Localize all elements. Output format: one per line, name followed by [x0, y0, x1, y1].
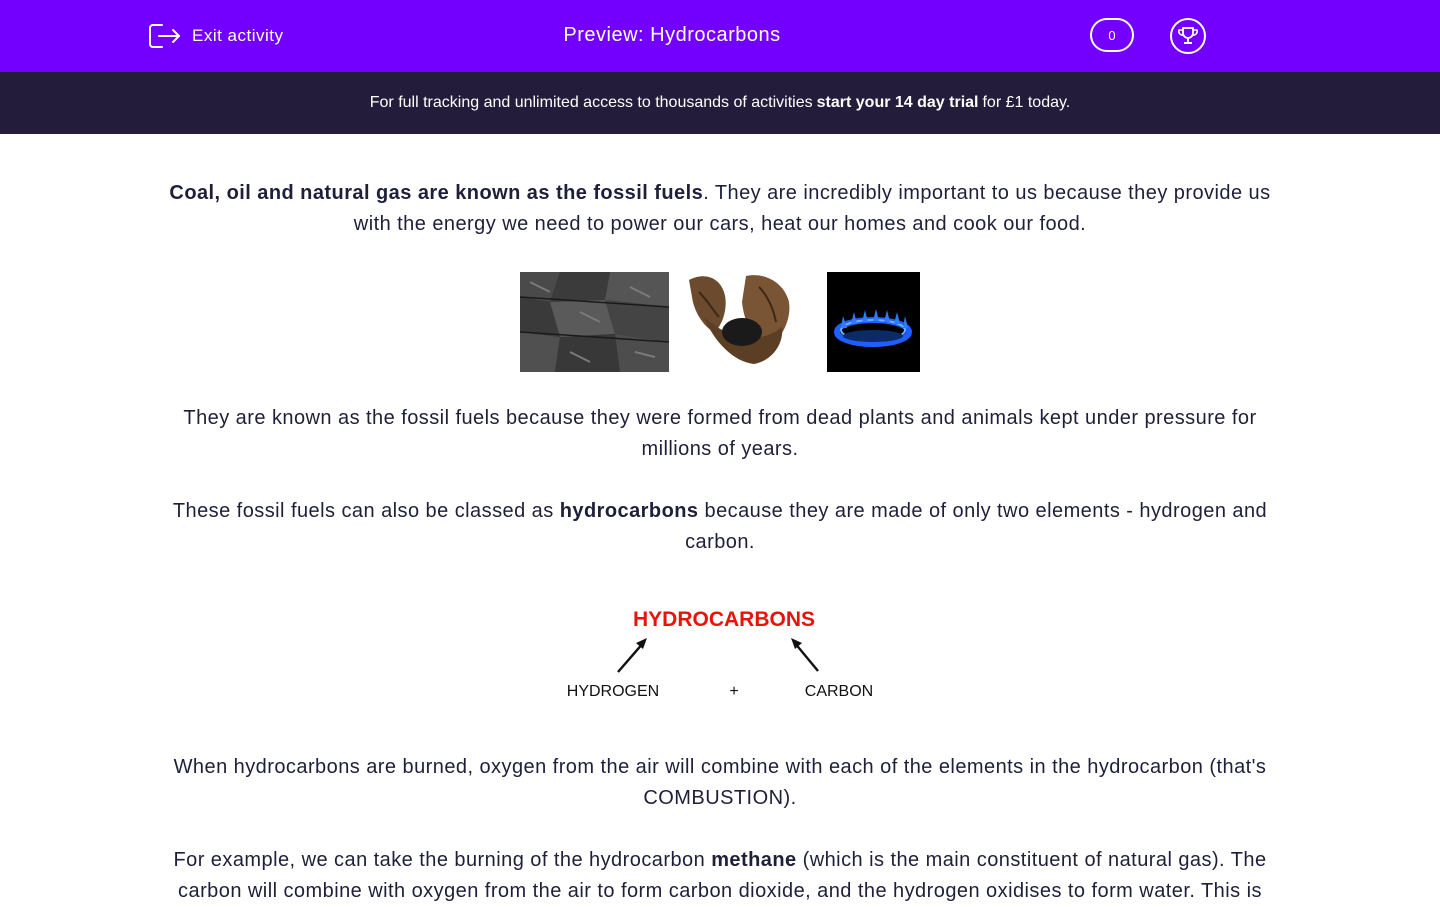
paragraph-methane: [150, 845, 1290, 907]
gas-flame-image: [827, 272, 920, 372]
paragraph-hydrocarbons: [150, 496, 1290, 558]
methane-bold: methane: [711, 849, 797, 871]
fossil-fuel-images: [520, 272, 920, 372]
trophy-button[interactable]: [1170, 18, 1206, 54]
paragraph-methane-after: (which is the main constituent of natural gas). The carbon will combine with oxygen from the air to form carbon dioxide, and the hydrogen oxidises to form water. This is: [178, 849, 1267, 902]
paragraph-hydrocarbons-after: because they are made of only two elements - hydrogen and carbon.: [685, 500, 1268, 553]
page-title: Preview: Hydrocarbons: [563, 24, 781, 46]
top-bar: [0, 0, 1440, 72]
diagram-title: HYDROCARBONS: [632, 608, 816, 631]
hydrocarbons-diagram: [560, 600, 890, 710]
trophy-icon: [1177, 26, 1199, 46]
left-arrow-head: [636, 638, 647, 649]
right-arrow-head: [791, 638, 802, 649]
paragraph-methane-before: For example, we can take the burning of the hydrocarbon: [173, 849, 712, 871]
exit-activity-label: Exit activity: [192, 26, 284, 45]
paragraph-fossil-fuels-rest: . They are incredibly important to us because they provide us with the energy we need to power our cars, heat our homes and cook our food.: [353, 182, 1271, 235]
paragraph-hydrocarbons-before: These fossil fuels can also be classed as: [172, 500, 560, 522]
trial-banner: [0, 72, 1440, 134]
oil-hands-image: [684, 272, 794, 372]
trial-text-before: For full tracking and unlimited access to thousands of activities: [369, 94, 813, 111]
fossil-fuels-bold: Coal, oil and natural gas are known as the fossil fuels: [169, 182, 704, 204]
paragraph-fossil-fuels: [150, 178, 1290, 240]
paragraph-combustion: When hydrocarbons are burned, oxygen from the air will combine with each of the elements in the hydrocarbon (that's COMBUSTION).: [173, 756, 1267, 809]
paragraph-formation: They are known as the fossil fuels because they were formed from dead plants and animals kept under pressure for millions of years.: [183, 407, 1257, 460]
hydrocarbons-bold: hydrocarbons: [559, 500, 699, 522]
diagram-carbon: CARBON: [804, 683, 874, 700]
trial-text-after: for £1 today.: [982, 94, 1071, 111]
trial-link[interactable]: start your 14 day trial: [816, 94, 979, 111]
diagram-plus: +: [729, 683, 739, 700]
score-badge: 0: [1090, 18, 1134, 52]
diagram-hydrogen: HYDROGEN: [566, 683, 660, 700]
coal-image: [520, 272, 669, 372]
